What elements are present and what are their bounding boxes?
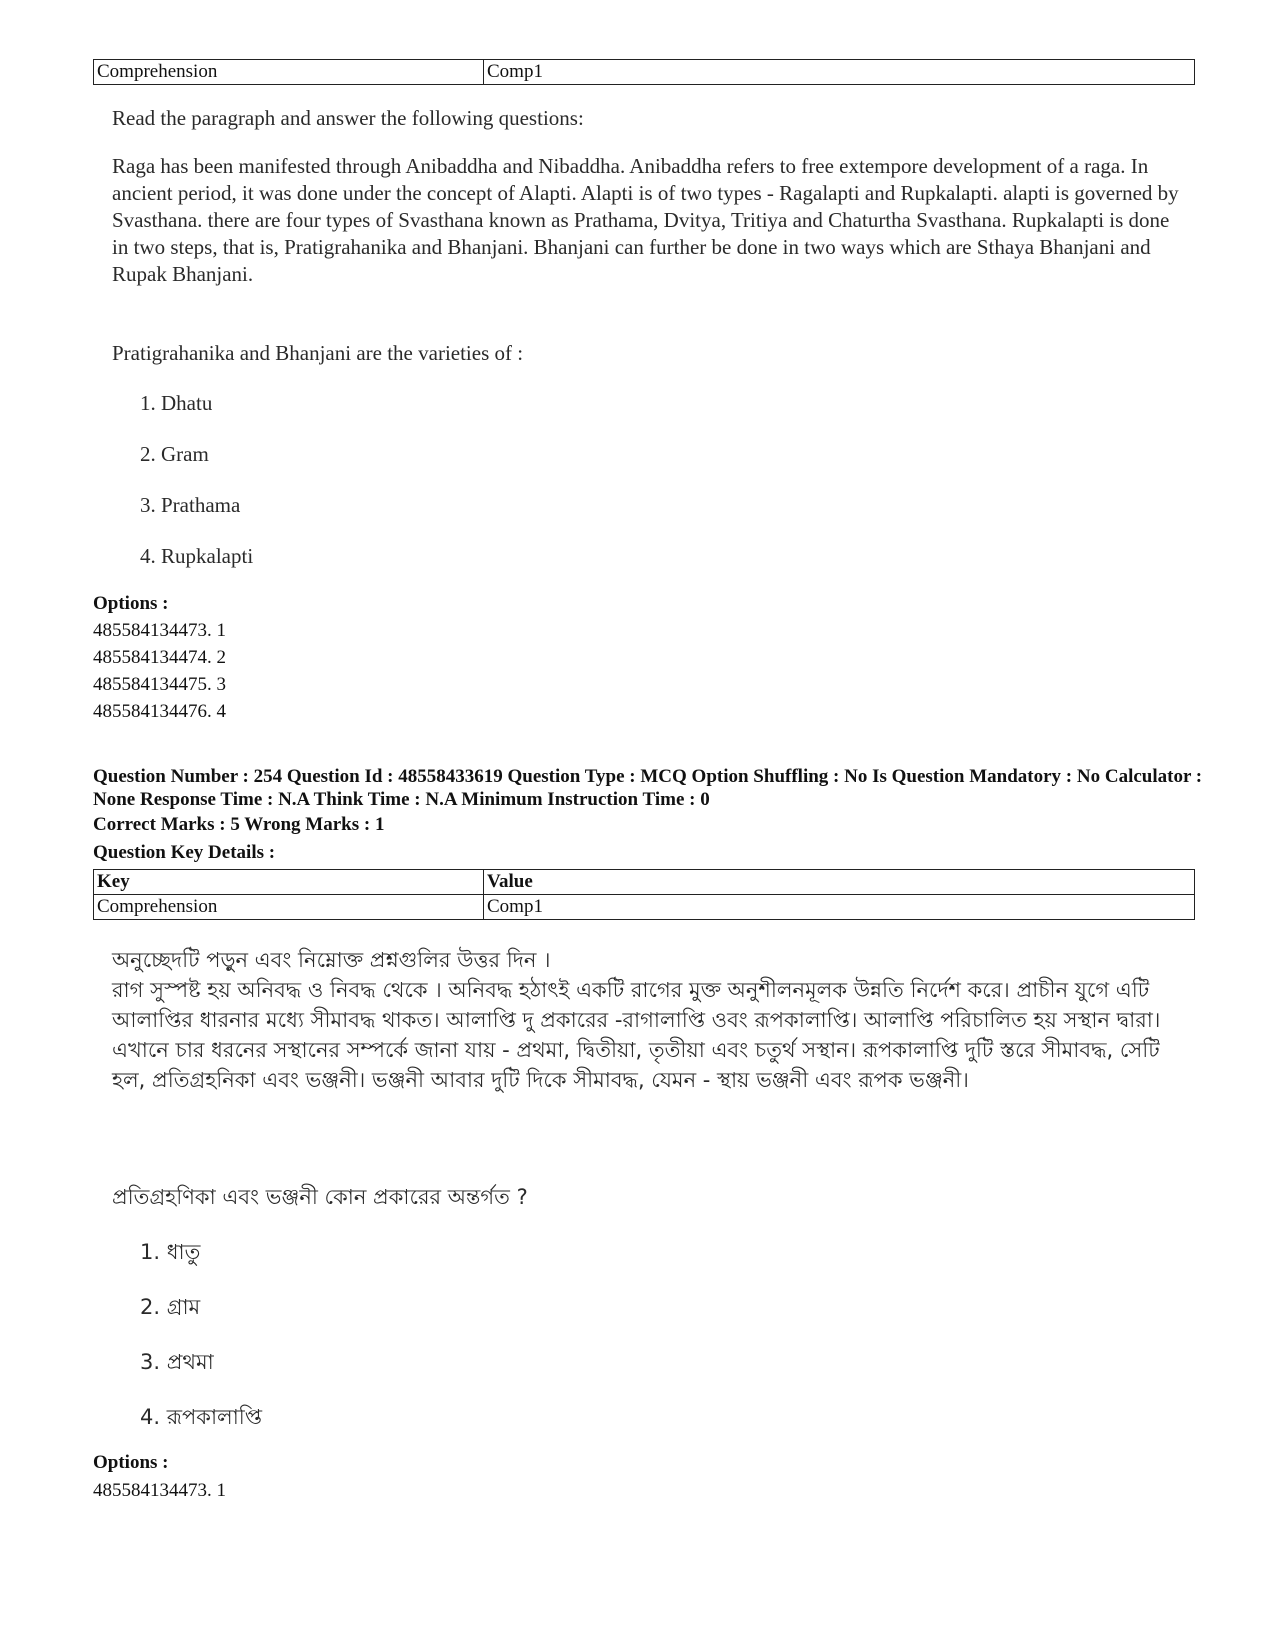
choice-item: 1. Dhatu — [140, 391, 213, 415]
options-label: Options : — [93, 1452, 169, 1473]
comprehension-table-top — [93, 59, 1195, 85]
table-header-row — [94, 870, 1195, 895]
choice-item: 3. Prathama — [140, 493, 241, 517]
choice-item: 1. ধাতু — [140, 1240, 201, 1264]
option-id: 485584134473. 1 — [93, 620, 226, 641]
question-meta: Question Number : 254 Question Id : 48558433619 Question Type : MCQ Option Shuffling : No Is Question Mandatory : No Calculator : None Response Time : N.A Think Time : N.A Minimum Instruction Time : 0 — [93, 766, 1203, 810]
table-cell-value: Comp1 — [484, 60, 1195, 85]
question-text: Pratigrahanika and Bhanjani are the varieties of : — [112, 341, 524, 365]
option-id: 485584134475. 3 — [93, 674, 226, 695]
instruction-text: Read the paragraph and answer the following questions: — [112, 106, 584, 130]
choice-item: 2. Gram — [140, 442, 209, 466]
key-details-label: Question Key Details : — [93, 842, 276, 863]
paragraph-text-bengali: রাগ সুস্পষ্ট হয় অনিবদ্ধ ও নিবদ্ধ থেকে । অনিবদ্ধ হঠাৎই একটি রাগের মুক্ত অনুশীলনমূলক উন্নতি নির্দেশ করে। প্রাচীন যুগে এটি আলাপ্তির ধারনার মধ্যে সীমাবদ্ধ থাকত। আলাপ্তি দু প্রকারের -রাগালাপ্তি ওবং রূপকালাপ্তি। আলাপ্তি পরিচালিত হয় সস্থান দ্বারা। এখানে চার ধরনের সস্থানের সম্পর্কে জানা যায় - প্রথমা, দ্বিতীয়া, তৃতীয়া এবং চতুর্থ সস্থান। রূপকালাপ্তি দুটি স্তরে সীমাবদ্ধ, সেটি হল, প্রতিগ্রহনিকা এবং ভঞ্জনী। ভঞ্জনী আবার দুটি দিকে সীমাবদ্ধ, যেমন - স্থায় ভঞ্জনী এবং রূপক ভঞ্জনী। — [112, 978, 1161, 1092]
table-cell-value: Comp1 — [484, 895, 1195, 920]
table-cell-key: Comprehension — [94, 895, 484, 920]
choice-item: 4. রূপকালাপ্তি — [140, 1405, 263, 1429]
table-header-value: Value — [484, 870, 1195, 895]
choice-item: 3. প্রথমা — [140, 1350, 214, 1374]
table-row — [94, 895, 1195, 920]
marks-line: Correct Marks : 5 Wrong Marks : 1 — [93, 814, 385, 835]
instruction-text-bengali: অনুচ্ছেদটি পড়ুন এবং নিম্নোক্ত প্রশ্নগুলির উত্তর দিন । — [112, 948, 551, 972]
table-cell-key: Comprehension — [94, 60, 484, 85]
option-id: 485584134474. 2 — [93, 647, 226, 668]
paragraph-text: Raga has been manifested through Anibaddha and Nibaddha. Anibaddha refers to free extempore development of a raga. In ancient period, it was done under the concept of Alapti. Alapti is of two types - Ragalapti and Rupkalapti. alapti is governed by Svasthana. there are four types of Svasthana known as Prathama, Dvitya, Tritiya and Chaturtha Svasthana. Rupkalapti is done in two steps, that is, Pratigrahanika and Bhanjani. Bhanjani can further be done in two ways which are Sthaya Bhanjani and Rupak Bhanjani. — [112, 154, 1179, 286]
question-text-bengali: প্রতিগ্রহণিকা এবং ভঞ্জনী কোন প্রকারের অন্তর্গত ? — [112, 1185, 528, 1209]
table-row — [94, 60, 1195, 85]
bengali-passage — [112, 945, 1182, 1095]
choice-item: 4. Rupkalapti — [140, 544, 254, 568]
option-id: 485584134476. 4 — [93, 701, 226, 722]
english-passage — [112, 105, 1182, 288]
choice-item: 2. গ্রাম — [140, 1295, 201, 1319]
table-header-key: Key — [94, 870, 484, 895]
question-key-table — [93, 869, 1195, 920]
option-id: 485584134473. 1 — [93, 1480, 226, 1501]
options-label: Options : — [93, 593, 169, 614]
